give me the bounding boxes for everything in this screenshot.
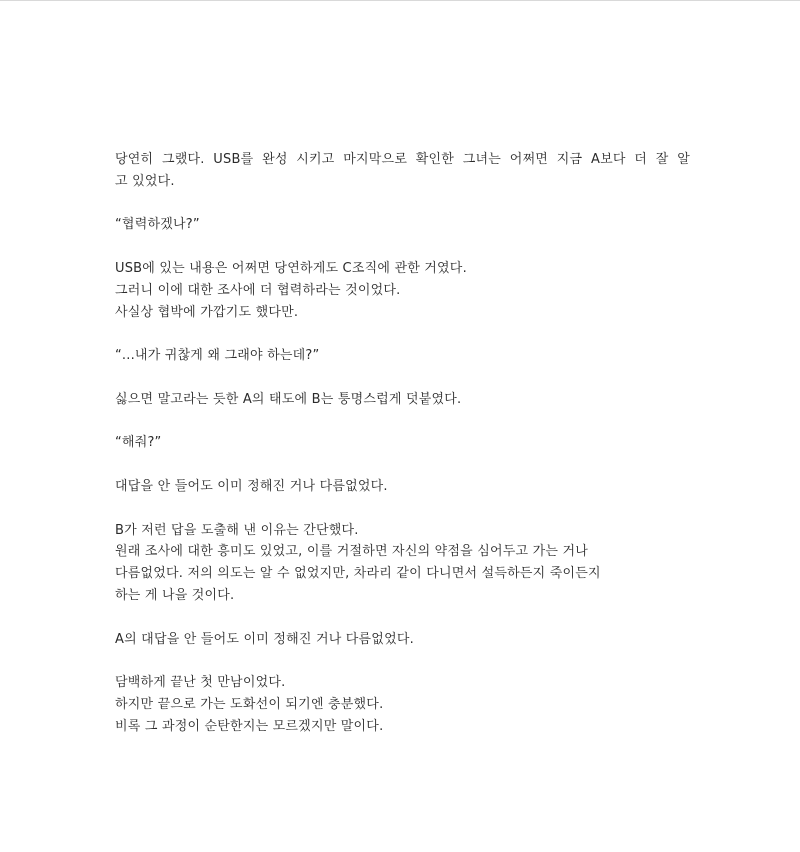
paragraph [115,345,690,367]
paragraph [115,258,690,323]
text-line: 고 있었다. [115,173,175,189]
paragraph [115,389,690,411]
text-line: 다름없었다. 저의 의도는 알 수 없었지만, 차라리 같이 다니면서 설득하든지 죽이든지 [115,566,601,582]
text-line: 그러니 이에 대한 조사에 더 협력하라는 것이었다. [115,282,401,298]
text-line: A의 대답을 안 들어도 이미 정해진 거나 다름없었다. [115,631,414,647]
text-line: 당연히 그랬다. USB를 완성 시키고 마지막으로 확인한 그녀는 어쩌면 지금 A보다 더 잘 알 [115,152,690,167]
page-top-border [0,0,800,1]
text-line: 대답을 안 들어도 이미 정해진 거나 다름없었다. [115,478,388,494]
document-body [115,149,690,759]
paragraph [115,629,690,651]
text-line: 비록 그 과정이 순탄한지는 모르겠지만 말이다. [115,718,384,734]
paragraph [115,476,690,498]
paragraph [115,520,690,607]
paragraph [115,149,690,193]
text-line: 담백하게 끝난 첫 만남이었다. [115,675,286,691]
text-line: 싫으면 말고라는 듯한 A의 태도에 B는 퉁명스럽게 덧붙였다. [115,391,462,407]
text-line: 하지만 끝으로 가는 도화선이 되기엔 충분했다. [115,696,384,712]
paragraph [115,214,690,236]
dialogue-line: “...내가 귀찮게 왜 그래야 하는데?” [115,348,320,364]
dialogue-line: “해줘?” [115,435,162,451]
text-line: 하는 게 나을 것이다. [115,587,235,603]
text-line: 원래 조사에 대한 흥미도 있었고, 이를 거절하면 자신의 약점을 심어두고 가는 거나 [115,544,589,560]
text-line: 사실상 협박에 가깝기도 했다만. [115,304,299,320]
text-line: USB에 있는 내용은 어쩌면 당연하게도 C조직에 관한 거였다. [115,260,467,276]
paragraph [115,432,690,454]
dialogue-line: “협력하겠나?” [115,217,200,233]
text-line: B가 저런 답을 도출해 낸 이유는 간단했다. [115,522,359,538]
paragraph [115,672,690,737]
